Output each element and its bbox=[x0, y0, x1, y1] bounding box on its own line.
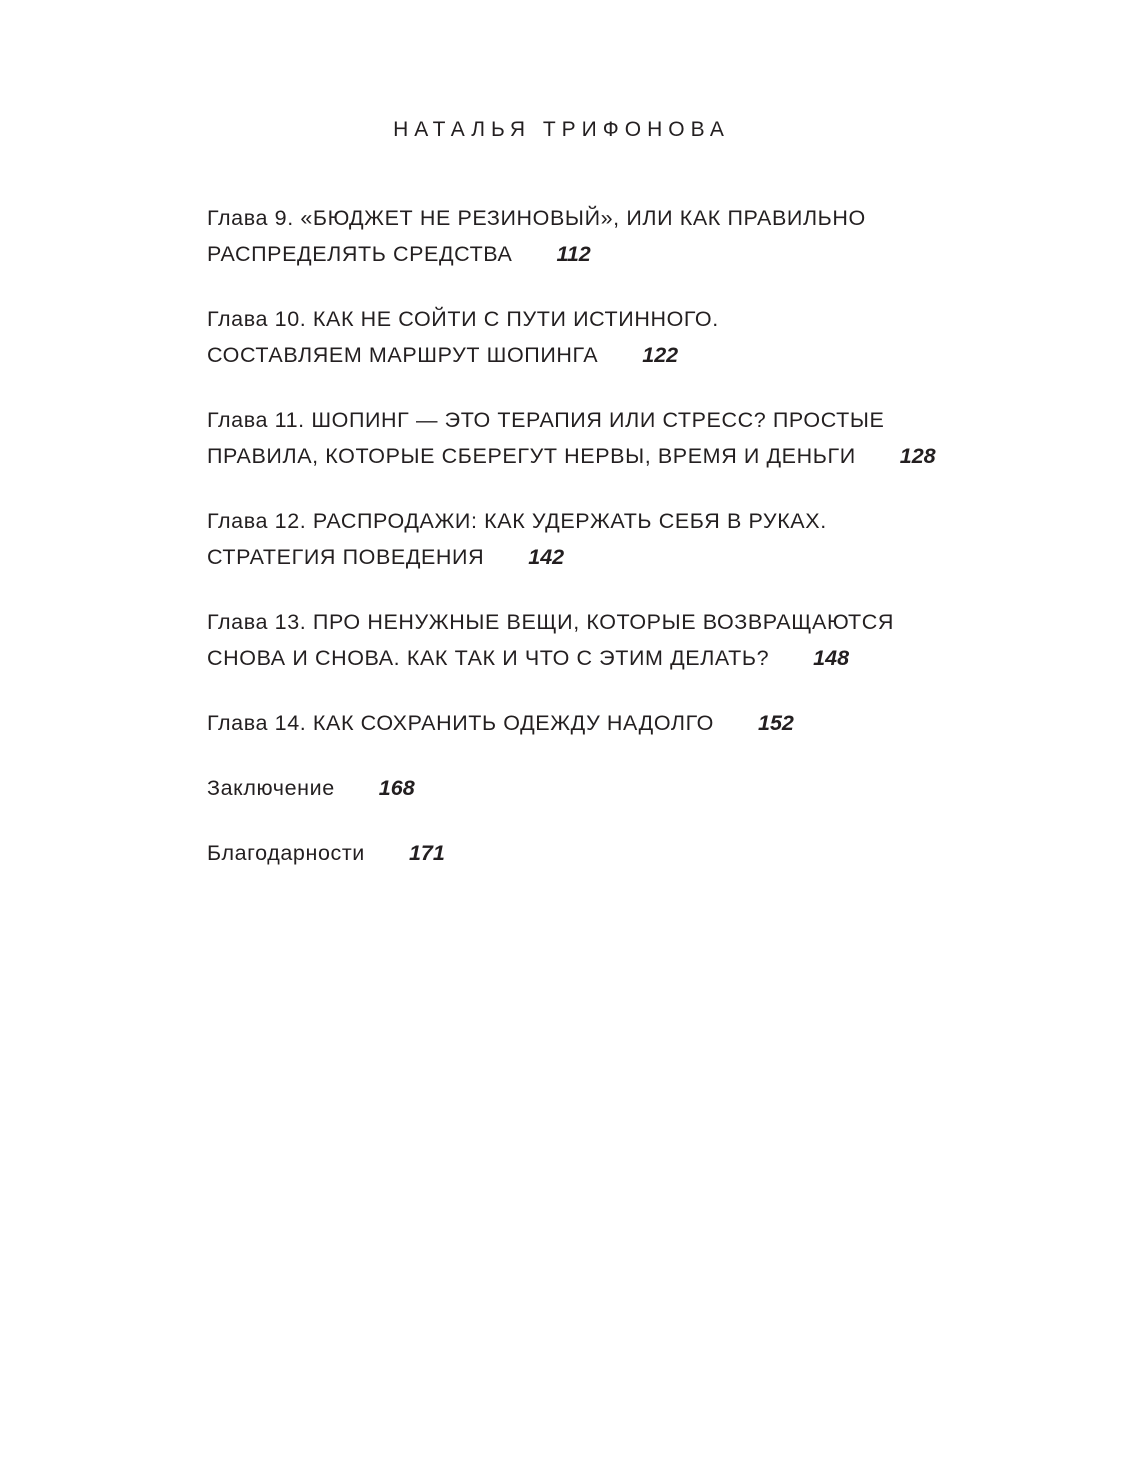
toc-page-number: 168 bbox=[378, 776, 415, 800]
running-head-author: НАТАЛЬЯ ТРИФОНОВА bbox=[393, 118, 730, 141]
toc-entry-title-line: Глава 13. ПРО НЕНУЖНЫЕ ВЕЩИ, КОТОРЫЕ ВОЗВРАЩАЮТСЯ bbox=[207, 610, 895, 634]
toc-entry-title-text: СНОВА И СНОВА. КАК ТАК И ЧТО С ЭТИМ ДЕЛАТЬ? bbox=[207, 646, 770, 670]
toc-entry-title-text: РАСПРЕДЕЛЯТЬ СРЕДСТВА bbox=[207, 242, 513, 266]
toc-entry-chapter-14 bbox=[207, 705, 1027, 741]
toc-entry-title-line bbox=[207, 438, 1027, 474]
toc-entry-title-text: СТРАТЕГИЯ ПОВЕДЕНИЯ bbox=[207, 545, 485, 569]
toc-page-number: 142 bbox=[528, 545, 565, 569]
toc-entry-title-line: Глава 10. КАК НЕ СОЙТИ С ПУТИ ИСТИННОГО. bbox=[207, 307, 719, 331]
toc-page-number: 148 bbox=[813, 646, 850, 670]
toc-page-number: 152 bbox=[758, 711, 794, 735]
toc-entry-acknowledgements bbox=[207, 835, 1027, 871]
toc-page-number: 122 bbox=[642, 343, 679, 367]
toc-entry-title-line: Глава 11. ШОПИНГ — ЭТО ТЕРАПИЯ ИЛИ СТРЕСС? ПРОСТЫЕ bbox=[207, 408, 885, 432]
toc-entry-chapter-13 bbox=[207, 604, 1027, 676]
toc-page-number: 171 bbox=[408, 841, 445, 865]
toc-entry-chapter-9 bbox=[207, 200, 1027, 272]
toc-entry-title-text: Заключение bbox=[207, 776, 335, 800]
toc-entry-title-text: Благодарности bbox=[207, 841, 365, 865]
toc-entry-title-line bbox=[207, 337, 1027, 373]
toc-entry-chapter-12 bbox=[207, 503, 1027, 575]
toc-entry-title-line: Глава 9. «БЮДЖЕТ НЕ РЕЗИНОВЫЙ», ИЛИ КАК ПРАВИЛЬНО bbox=[207, 206, 866, 230]
toc-entry-title-line bbox=[207, 640, 1027, 676]
toc-entry-chapter-11 bbox=[207, 402, 1027, 474]
toc-entry-conclusion bbox=[207, 770, 1027, 806]
toc-entry-title-text: Глава 14. КАК СОХРАНИТЬ ОДЕЖДУ НАДОЛГО bbox=[207, 711, 714, 735]
toc-entry-title-line bbox=[207, 236, 1027, 272]
toc-entry-title-line bbox=[207, 539, 1027, 575]
toc-entry-title-line bbox=[207, 705, 1027, 741]
toc-entry-title-line bbox=[207, 770, 1027, 806]
toc-entry-title-text: ПРАВИЛА, КОТОРЫЕ СБЕРЕГУТ НЕРВЫ, ВРЕМЯ И ДЕНЬГИ bbox=[207, 444, 856, 468]
toc-entry-title-line: Глава 12. РАСПРОДАЖИ: КАК УДЕРЖАТЬ СЕБЯ В РУКАХ. bbox=[207, 509, 827, 533]
toc-page-number: 128 bbox=[899, 444, 936, 468]
table-of-contents bbox=[207, 200, 1027, 900]
toc-entry-chapter-10 bbox=[207, 301, 1027, 373]
toc-entry-title-line bbox=[207, 835, 1027, 871]
toc-entry-title-text: СОСТАВЛЯЕМ МАРШРУТ ШОПИНГА bbox=[207, 343, 599, 367]
toc-page-number: 112 bbox=[556, 242, 591, 266]
